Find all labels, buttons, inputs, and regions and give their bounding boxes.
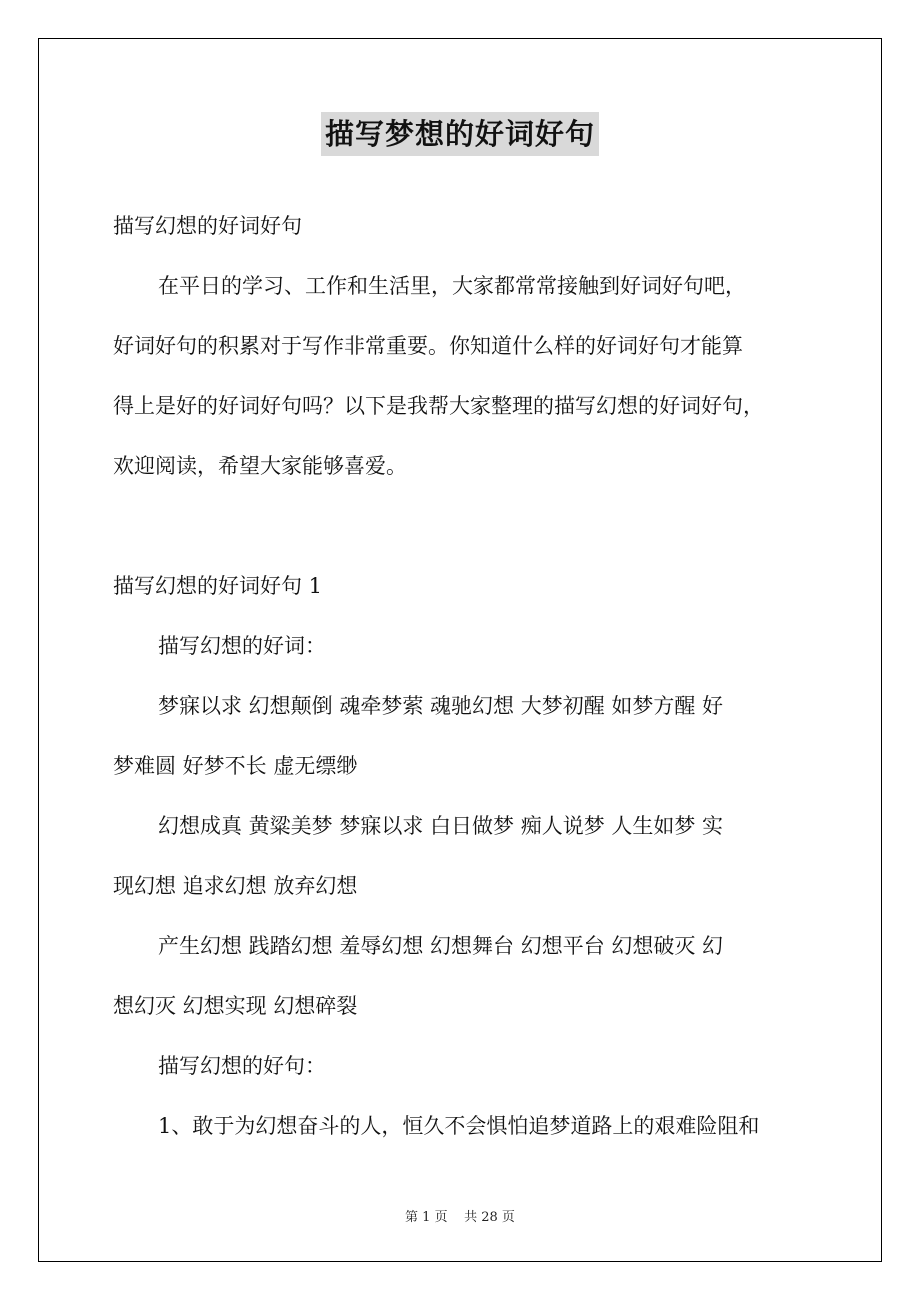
title-wrap [0, 112, 920, 156]
intro-line: 好词好句的积累对于写作非常重要。你知道什么样的好词好句才能算 [113, 334, 743, 358]
paragraph-gap [113, 496, 813, 556]
subtitle: 描写幻想的好词好句 [113, 214, 302, 238]
section-heading: 描写幻想的好词好句 1 [113, 574, 323, 598]
document-body [113, 196, 813, 1156]
words-line: 现幻想 追求幻想 放弃幻想 [113, 874, 358, 898]
words-line: 梦难圆 好梦不长 虚无缥缈 [113, 754, 358, 778]
intro-line: 得上是好的好词好句吗？以下是我帮大家整理的描写幻想的好词好句， [113, 394, 764, 418]
page-footer [0, 1206, 920, 1225]
document-title: 描写梦想的好词好句 [321, 112, 599, 156]
page-total: 共 28 页 [464, 1210, 515, 1225]
words-line: 梦寐以求 幻想颠倒 魂牵梦萦 魂驰幻想 大梦初醒 如梦方醒 好 [158, 694, 724, 718]
page-number: 第 1 页 [405, 1210, 448, 1225]
sentences-heading: 描写幻想的好句： [158, 1054, 326, 1078]
words-line: 产生幻想 践踏幻想 羞辱幻想 幻想舞台 幻想平台 幻想破灭 幻 [158, 934, 724, 958]
words-heading: 描写幻想的好词： [158, 634, 326, 658]
sentence-line: 1、敢于为幻想奋斗的人，恒久不会惧怕追梦道路上的艰难险阻和 [158, 1114, 760, 1138]
intro-line: 欢迎阅读，希望大家能够喜爱。 [113, 454, 407, 478]
words-line: 想幻灭 幻想实现 幻想碎裂 [113, 994, 358, 1018]
words-line: 幻想成真 黄粱美梦 梦寐以求 白日做梦 痴人说梦 人生如梦 实 [158, 814, 724, 838]
intro-line: 在平日的学习、工作和生活里，大家都常常接触到好词好句吧， [158, 274, 746, 298]
